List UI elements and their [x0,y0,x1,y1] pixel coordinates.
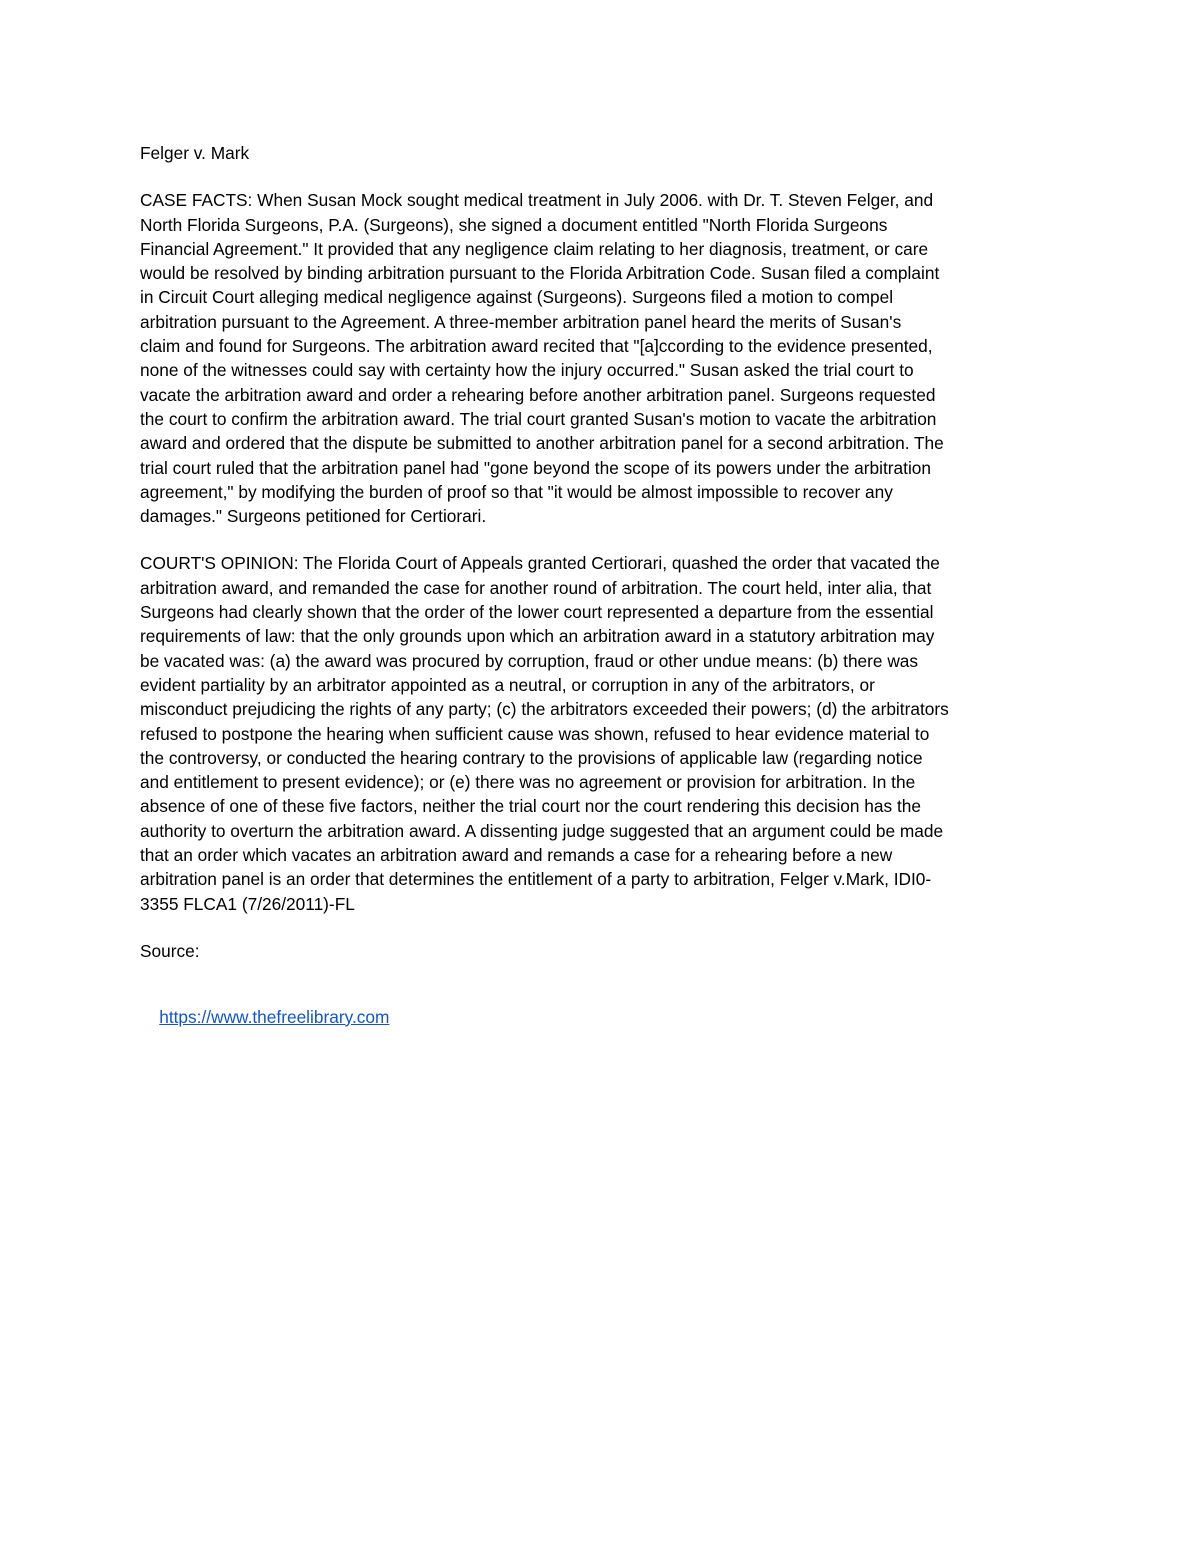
courts-opinion-line: refused to postpone the hearing when sufficient cause was shown, refused to hear evidence material to [140,723,930,744]
case-facts-line: damages." Surgeons petitioned for Certiorari. [140,506,487,527]
document-title: Felger v. Mark [140,143,250,163]
case-facts-line: arbitration pursuant to the Agreement. A three-member arbitration panel heard the merits of Susan's [140,311,902,332]
source-label: Source: [140,940,200,961]
source-link[interactable]: https://www.thefreelibrary.com [159,1006,390,1027]
case-facts-line: claim and found for Surgeons. The arbitration award recited that "[a]ccording to the evidence presented, [140,336,933,357]
courts-opinion-line: absence of one of these five factors, neither the trial court nor the court rendering this decision has the [140,796,921,817]
case-facts-line: vacate the arbitration award and order a rehearing before another arbitration panel. Surgeons requested [140,384,936,405]
source-link-line [140,980,1060,1053]
courts-opinion-line: that an order which vacates an arbitration award and remands a case for a rehearing before a new [140,845,893,866]
case-facts-line: award and ordered that the dispute be submitted to another arbitration panel for a second arbitration. The [140,433,944,454]
case-facts-line: North Florida Surgeons, P.A. (Surgeons), she signed a document entitled "North Florida Surgeons [140,214,888,235]
case-facts-line: trial court ruled that the arbitration panel had "gone beyond the scope of its powers under the arbitration [140,457,932,478]
courts-opinion-line: Surgeons had clearly shown that the order of the lower court represented a departure from the essential [140,602,934,623]
case-facts-line: in Circuit Court alleging medical negligence against (Surgeons). Surgeons filed a motion to compel [140,287,894,308]
case-facts-line: none of the witnesses could say with certainty how the injury occurred." Susan asked the trial court to [140,360,914,381]
case-facts-line: CASE FACTS: When Susan Mock sought medical treatment in July 2006. with Dr. T. Steven Felger, and [140,190,934,211]
courts-opinion-paragraph [140,551,1060,915]
courts-opinion-line: authority to overturn the arbitration award. A dissenting judge suggested that an argument could be made [140,820,944,841]
courts-opinion-line: evident partiality by an arbitrator appointed as a neutral, or corruption in any of the arbitrators, or [140,674,875,695]
case-facts-line: would be resolved by binding arbitration pursuant to the Florida Arbitration Code. Susan filed a complaint [140,263,940,284]
courts-opinion-line: be vacated was: (a) the award was procured by corruption, fraud or other undue means: (b) there was [140,650,919,671]
courts-opinion-line: COURT'S OPINION: The Florida Court of Appeals granted Certiorari, quashed the order that vacated the [140,553,940,574]
courts-opinion-line: 3355 FLCA1 (7/26/2011)-FL [140,893,355,914]
case-facts-line: agreement," by modifying the burden of proof so that "it would be almost impossible to recover any [140,481,893,502]
courts-opinion-line: misconduct prejudicing the rights of any party; (c) the arbitrators exceeded their powers; (d) the arbitrators [140,699,949,720]
document-body [140,141,1060,1053]
courts-opinion-line: requirements of law: that the only grounds upon which an arbitration award in a statutory arbitration may [140,626,935,647]
case-facts-paragraph [140,188,1060,528]
courts-opinion-line: and entitlement to present evidence); or (e) there was no agreement or provision for arbitration. In the [140,772,916,793]
courts-opinion-line: arbitration panel is an order that determines the entitlement of a party to arbitration, Felger v.Mark, IDI0- [140,869,932,890]
case-facts-line: the court to confirm the arbitration award. The trial court granted Susan's motion to vacate the arbitration [140,408,937,429]
courts-opinion-line: the controversy, or conducted the hearing contrary to the provisions of applicable law (regarding notice [140,747,923,768]
case-facts-line: Financial Agreement." It provided that any negligence claim relating to her diagnosis, treatment, or care [140,238,929,259]
courts-opinion-line: arbitration award, and remanded the case for another round of arbitration. The court held, inter alia, that [140,577,932,598]
